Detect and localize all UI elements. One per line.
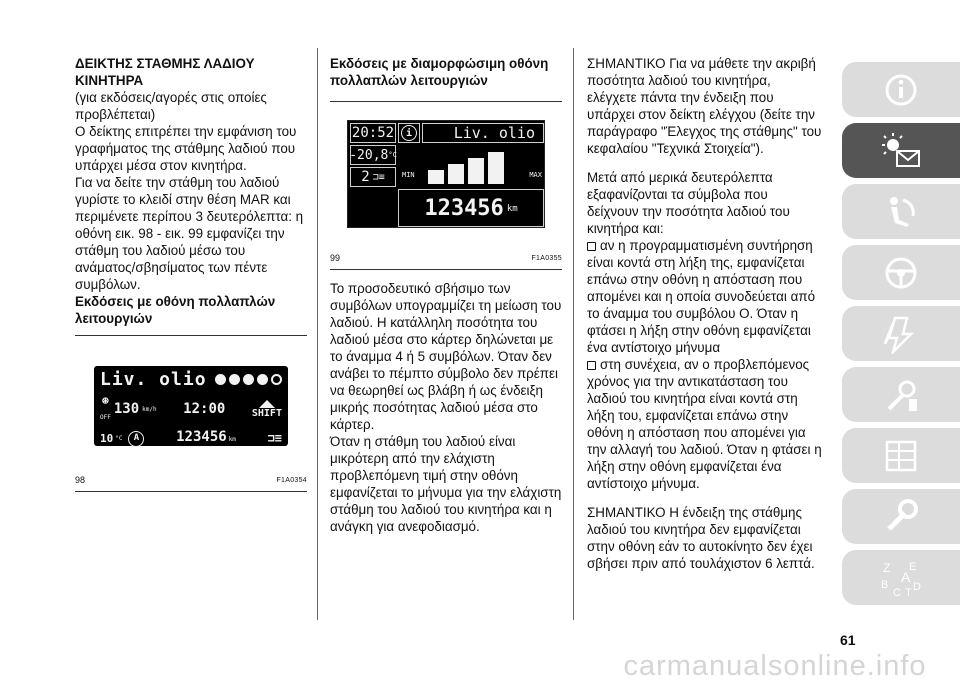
clock-cell (350, 123, 396, 143)
wrench-icon (879, 497, 923, 537)
paragraph: Ο δείκτης επιτρέπει την εμφάνιση του γραφήματος της στάθμης λαδιού που υπάρχει μέσα στον κινητήρα. (75, 124, 297, 173)
cruise-control-icon: ⊛ (102, 394, 109, 407)
section-heading: ΔΕΙΚΤΗΣ ΣΤΑΘΜΗΣ ΛΑΔΙΟΥ ΚΙΝΗΤΗΡΑ (75, 56, 255, 88)
figure-number: 98 (75, 475, 86, 485)
column-right (587, 55, 822, 572)
odometer-value: 123456 (176, 429, 227, 445)
chapter-tabs (842, 62, 960, 611)
paragraph: (για εκδόσεις/αγορές στις οποίες προβλέπεται) (75, 90, 267, 122)
column-divider (573, 48, 574, 620)
tab-service[interactable] (842, 489, 960, 544)
info-icon: i (401, 125, 417, 141)
page-number: 61 (840, 632, 856, 648)
display-title: Liv. olio (100, 369, 207, 390)
index-letter: Z (883, 560, 891, 575)
tab-emergency[interactable] (842, 306, 960, 361)
watermark: carmanualsonline.info (590, 650, 960, 683)
paragraph: Για να δείτε την στάθμη του λαδιού γυρίστε το κλειδί στην θέση MAR και περιμένετε περίπου 3 δευτερόλεπτα: η οθόνη εικ. 98 - εικ. 99 εμφανίζει την στάθμη του λαδιού μέσω του ανάματος/σβησίματος των πέντε συμβόλων. (75, 175, 304, 292)
oil-level-dot (257, 374, 268, 385)
index-letter: T (905, 586, 912, 598)
min-label: MIN (402, 171, 415, 179)
tab-warning-lights[interactable] (842, 123, 960, 178)
outside-temp-value: 10 (100, 432, 114, 445)
shift-label: SHIFT (251, 407, 282, 419)
divider (330, 101, 562, 102)
odometer-cell (398, 189, 544, 227)
bullet-square-icon (587, 361, 596, 370)
index-letter: D (913, 580, 921, 593)
oil-level-dot (229, 374, 240, 385)
speed-value: 130 (113, 400, 140, 417)
oil-bargraph (398, 145, 544, 187)
odometer-unit: km (228, 436, 236, 443)
tab-index[interactable] (842, 550, 960, 605)
gear-value: 2 (361, 168, 370, 185)
oil-level-dots (215, 374, 282, 385)
bullet-item (587, 237, 822, 356)
clock-value: 20:52 (351, 124, 395, 141)
max-label: MAX (529, 171, 542, 179)
data-chart-icon (879, 436, 923, 476)
info-icon (879, 70, 923, 110)
important-note: ΣΗΜΑΝΤΙΚΟ Για να μάθετε την ακριβή ποσότητα λαδιού του κινητήρα, ελέγχετε πάντα την ένδειξη που υπάρχει στον δείκτη ελέγχου (δείτε την παράγραφο "Έλεγχος της στάθμης" του κεφαλαίου "Τεχνικά Στοιχεία"). (587, 56, 822, 156)
shift-up-arrow-icon (259, 400, 275, 408)
auto-mode-icon: A (128, 431, 144, 447)
column-middle (330, 55, 562, 535)
figure-99 (330, 120, 562, 270)
tab-maintenance[interactable] (842, 367, 960, 422)
steering-wheel-icon (879, 253, 923, 293)
subsection-heading: Εκδόσεις με οθόνη πολλαπλών λειτουργιών (75, 294, 276, 326)
temp-unit: °C (388, 150, 397, 159)
outside-temp-value: -20,8 (349, 147, 389, 163)
odometer-value: 123456 (424, 195, 504, 221)
paragraph: Μετά από μερικά δευτερόλεπτα εξαφανίζονται τα σύμβολα που δείχνουν την ποσότητα λαδιού του κινητήρα και: (587, 170, 790, 236)
headlight-level-icon: ⊐≡ (267, 431, 282, 445)
temp-cell (350, 145, 396, 165)
divider (75, 491, 307, 492)
clock-value: 12:00 (183, 400, 226, 417)
column-left (75, 55, 307, 492)
airbag-icon (879, 192, 923, 232)
tab-info[interactable] (842, 62, 960, 117)
figure-code: F1A0354 (276, 477, 307, 484)
important-note: ΣΗΜΑΝΤΙΚΟ Η ένδειξη της στάθμης λαδιού του κινητήρα δεν εμφανίζεται στην οθόνη εάν το αυτοκίνητο δεν έχει σβήσει πριν από τουλάχιστον 6 λεπτά. (587, 505, 815, 571)
alphabet-index-icon (871, 558, 931, 598)
paragraph: Το προσοδευτικό σβήσιμο των συμβόλων υπογραμμίζει τη μείωση του λαδιού. Η κατάλληλη ποσότητα του λαδιού μέσα στο κάρτερ δηλώνεται με το άναμμα 4 ή 5 συμβόλων. Όταν δεν ανάβει το πέμπτο σύμβολο δεν πρέπει να θεωρηθεί ως βλάβη ή ως ένδειξη μικρής ποσότητας λαδιού μέσα στο κάρτερ. (330, 281, 562, 432)
multifunction-display (94, 366, 288, 446)
bullet-square-icon (587, 242, 596, 251)
figure-code: F1A0355 (531, 255, 562, 262)
divider (330, 269, 562, 270)
figure-number: 99 (330, 253, 341, 263)
display-title: Liv. olio (453, 123, 535, 142)
column-divider (317, 48, 318, 620)
oil-level-dot (215, 374, 226, 385)
cruise-off-label: OFF (100, 414, 111, 421)
info-cell (398, 123, 420, 143)
configurable-display (347, 120, 545, 228)
warning-light-envelope-icon (879, 131, 923, 171)
tab-safety[interactable] (842, 184, 960, 239)
figure-98 (75, 366, 307, 492)
index-letter: A (901, 568, 911, 585)
oil-level-bar (488, 152, 504, 184)
speed-unit: km/h (142, 405, 157, 413)
temp-unit: °C (115, 435, 123, 442)
oil-level-dot-off (271, 374, 282, 385)
tab-technical-data[interactable] (842, 428, 960, 483)
bullet-text: αν η προγραμματισμένη συντήρηση είναι κοντά στη λήξη της, εμφανίζεται επάνω στην οθόνη η απόσταση που απομένει και η οποία συνοδεύεται από το άναμμα του συμβόλου Ο. Όταν η φτάσει η λήξη στην οθόνη εμφανίζεται ένα αντίστοιχο μήνυμα (587, 238, 816, 355)
index-letter: B (881, 578, 889, 591)
oil-level-bar (428, 170, 444, 184)
gear-cell (350, 167, 396, 187)
divider (75, 335, 307, 336)
headlight-level-icon: ⊐≡ (372, 171, 385, 183)
gear-shift-indicator (252, 400, 282, 419)
oil-level-bar (448, 164, 464, 184)
warning-triangle-icon (879, 314, 923, 354)
odometer-unit: km (506, 204, 518, 214)
index-letter: C (893, 586, 901, 598)
index-letter: E (909, 560, 917, 573)
service-tools-icon (879, 375, 923, 415)
bullet-item (587, 356, 822, 492)
bullet-text: στη συνέχεια, αν ο προβλεπόμενος χρόνος για την αντικατάσταση του λαδιού του κινητήρα είναι κοντά στη λήξη του, εμφανίζεται επάνω στην οθόνη η απόσταση που απομένει για την αλλαγή του λαδιού. Όταν η φτάσει η λήξη στην οθόνη εμφανίζεται ένα αντίστοιχο μήνυμα. (587, 357, 822, 491)
paragraph: Όταν η στάθμη του λαδιού είναι μικρότερη από την ελάχιστη προβλεπόμενη τιμή στην οθόνη εμφανίζεται το μήνυμα για την ελάχιστη στάθμη του λαδιού του κινητήρα και η ανάγκη για ανεφοδιασμό. (330, 434, 562, 534)
oil-level-bar (468, 158, 484, 184)
title-cell (422, 123, 544, 143)
section-heading: Εκδόσεις με διαμορφώσιμη οθόνη πολλαπλών λειτουργιών (330, 56, 549, 88)
tab-driving[interactable] (842, 245, 960, 300)
oil-level-dot (243, 374, 254, 385)
